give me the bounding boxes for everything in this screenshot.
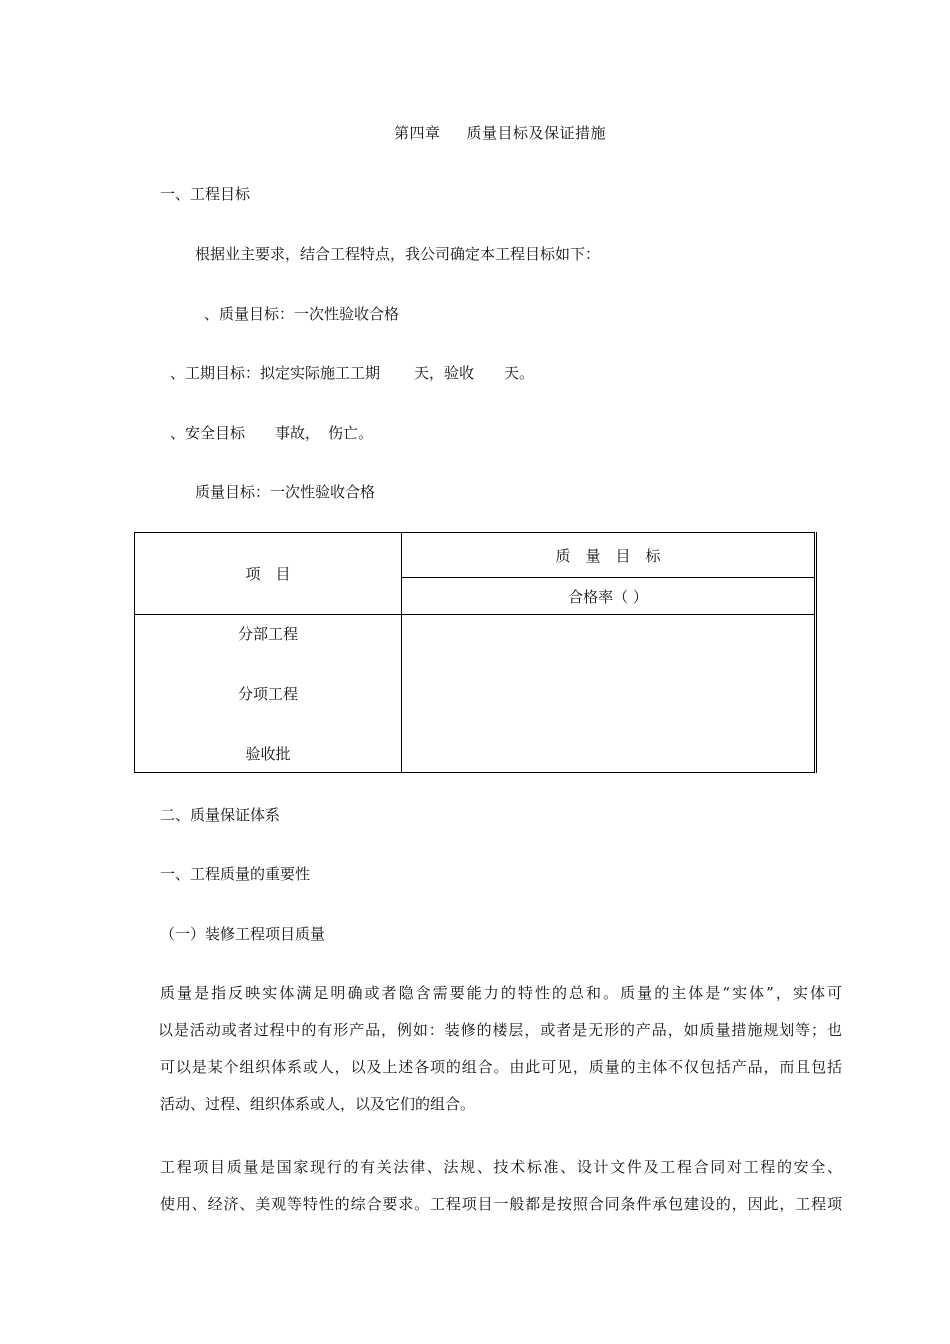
row-label: 分部工程 bbox=[237, 625, 298, 643]
header-item: 项 目 bbox=[135, 533, 402, 615]
paragraph-line: 工程项目质量是国家现行的有关法律、法规、技术标准、设计文件及工程合同对工程的安全、 bbox=[160, 1158, 842, 1176]
subsection-heading-importance: 一、工程质量的重要性 bbox=[160, 865, 311, 883]
goal-safety-accident: 事故， bbox=[275, 424, 321, 442]
paragraph-line: 活动、过程、组织体系或人，以及它们的组合。 bbox=[160, 1095, 476, 1113]
quality-goal-heading: 质量目标：一次性验收合格 bbox=[195, 483, 376, 501]
goal-quality: 、质量目标：一次性验收合格 bbox=[204, 305, 400, 323]
paragraph-line: 可以是某个组织体系或人，以及上述各项的组合。由此可见，质量的主体不仅包括产品，而且包括 bbox=[160, 1058, 842, 1076]
paragraph-quality-definition bbox=[160, 975, 842, 1123]
row-label: 分项工程 bbox=[237, 685, 298, 703]
goal-safety bbox=[170, 423, 373, 443]
goal-schedule-label: 、工期目标：拟定实际施工工期 bbox=[170, 364, 381, 382]
header-pass-rate: 合格率（ ） bbox=[402, 578, 816, 615]
chapter-title: 质量目标及保证措施 bbox=[466, 124, 607, 142]
goal-schedule-acceptance: 天。 bbox=[504, 364, 535, 382]
goal-schedule bbox=[170, 363, 534, 383]
paragraph-line: 使用、经济、美观等特性的综合要求。工程项目一般都是按照合同条件承包建设的，因此，工程项 bbox=[160, 1195, 842, 1213]
page-title bbox=[0, 123, 950, 143]
section-heading-quality-system: 二、质量保证体系 bbox=[160, 806, 281, 824]
goal-schedule-days: 天，验收 bbox=[414, 364, 475, 382]
row-label: 验收批 bbox=[245, 745, 291, 763]
row-labels-cell bbox=[135, 615, 402, 773]
paragraph-line: 质量是指反映实体满足明确或者隐含需要能力的特性的总和。质量的主体是“实体”，实体可 bbox=[160, 984, 842, 1002]
paragraph-project-quality bbox=[160, 1149, 842, 1223]
quality-goal-table bbox=[134, 532, 817, 773]
paragraph-line: 以是活动或者过程中的有形产品，例如：装修的楼层，或者是无形的产品，如质量措施规划等；也 bbox=[158, 1021, 842, 1039]
section-heading-project-goals: 一、工程目标 bbox=[160, 185, 251, 203]
header-quality-goal: 质 量 目 标 bbox=[402, 533, 816, 578]
goal-safety-casualty: 伤亡。 bbox=[328, 424, 374, 442]
pass-rate-value-cell bbox=[402, 615, 816, 773]
goal-safety-label: 、安全目标 bbox=[170, 424, 246, 442]
subsection-heading-decoration-quality: （一）装修工程项目质量 bbox=[160, 925, 326, 943]
intro-text: 根据业主要求，结合工程特点，我公司确定本工程目标如下： bbox=[195, 245, 601, 263]
chapter-number: 第四章 bbox=[393, 124, 441, 142]
